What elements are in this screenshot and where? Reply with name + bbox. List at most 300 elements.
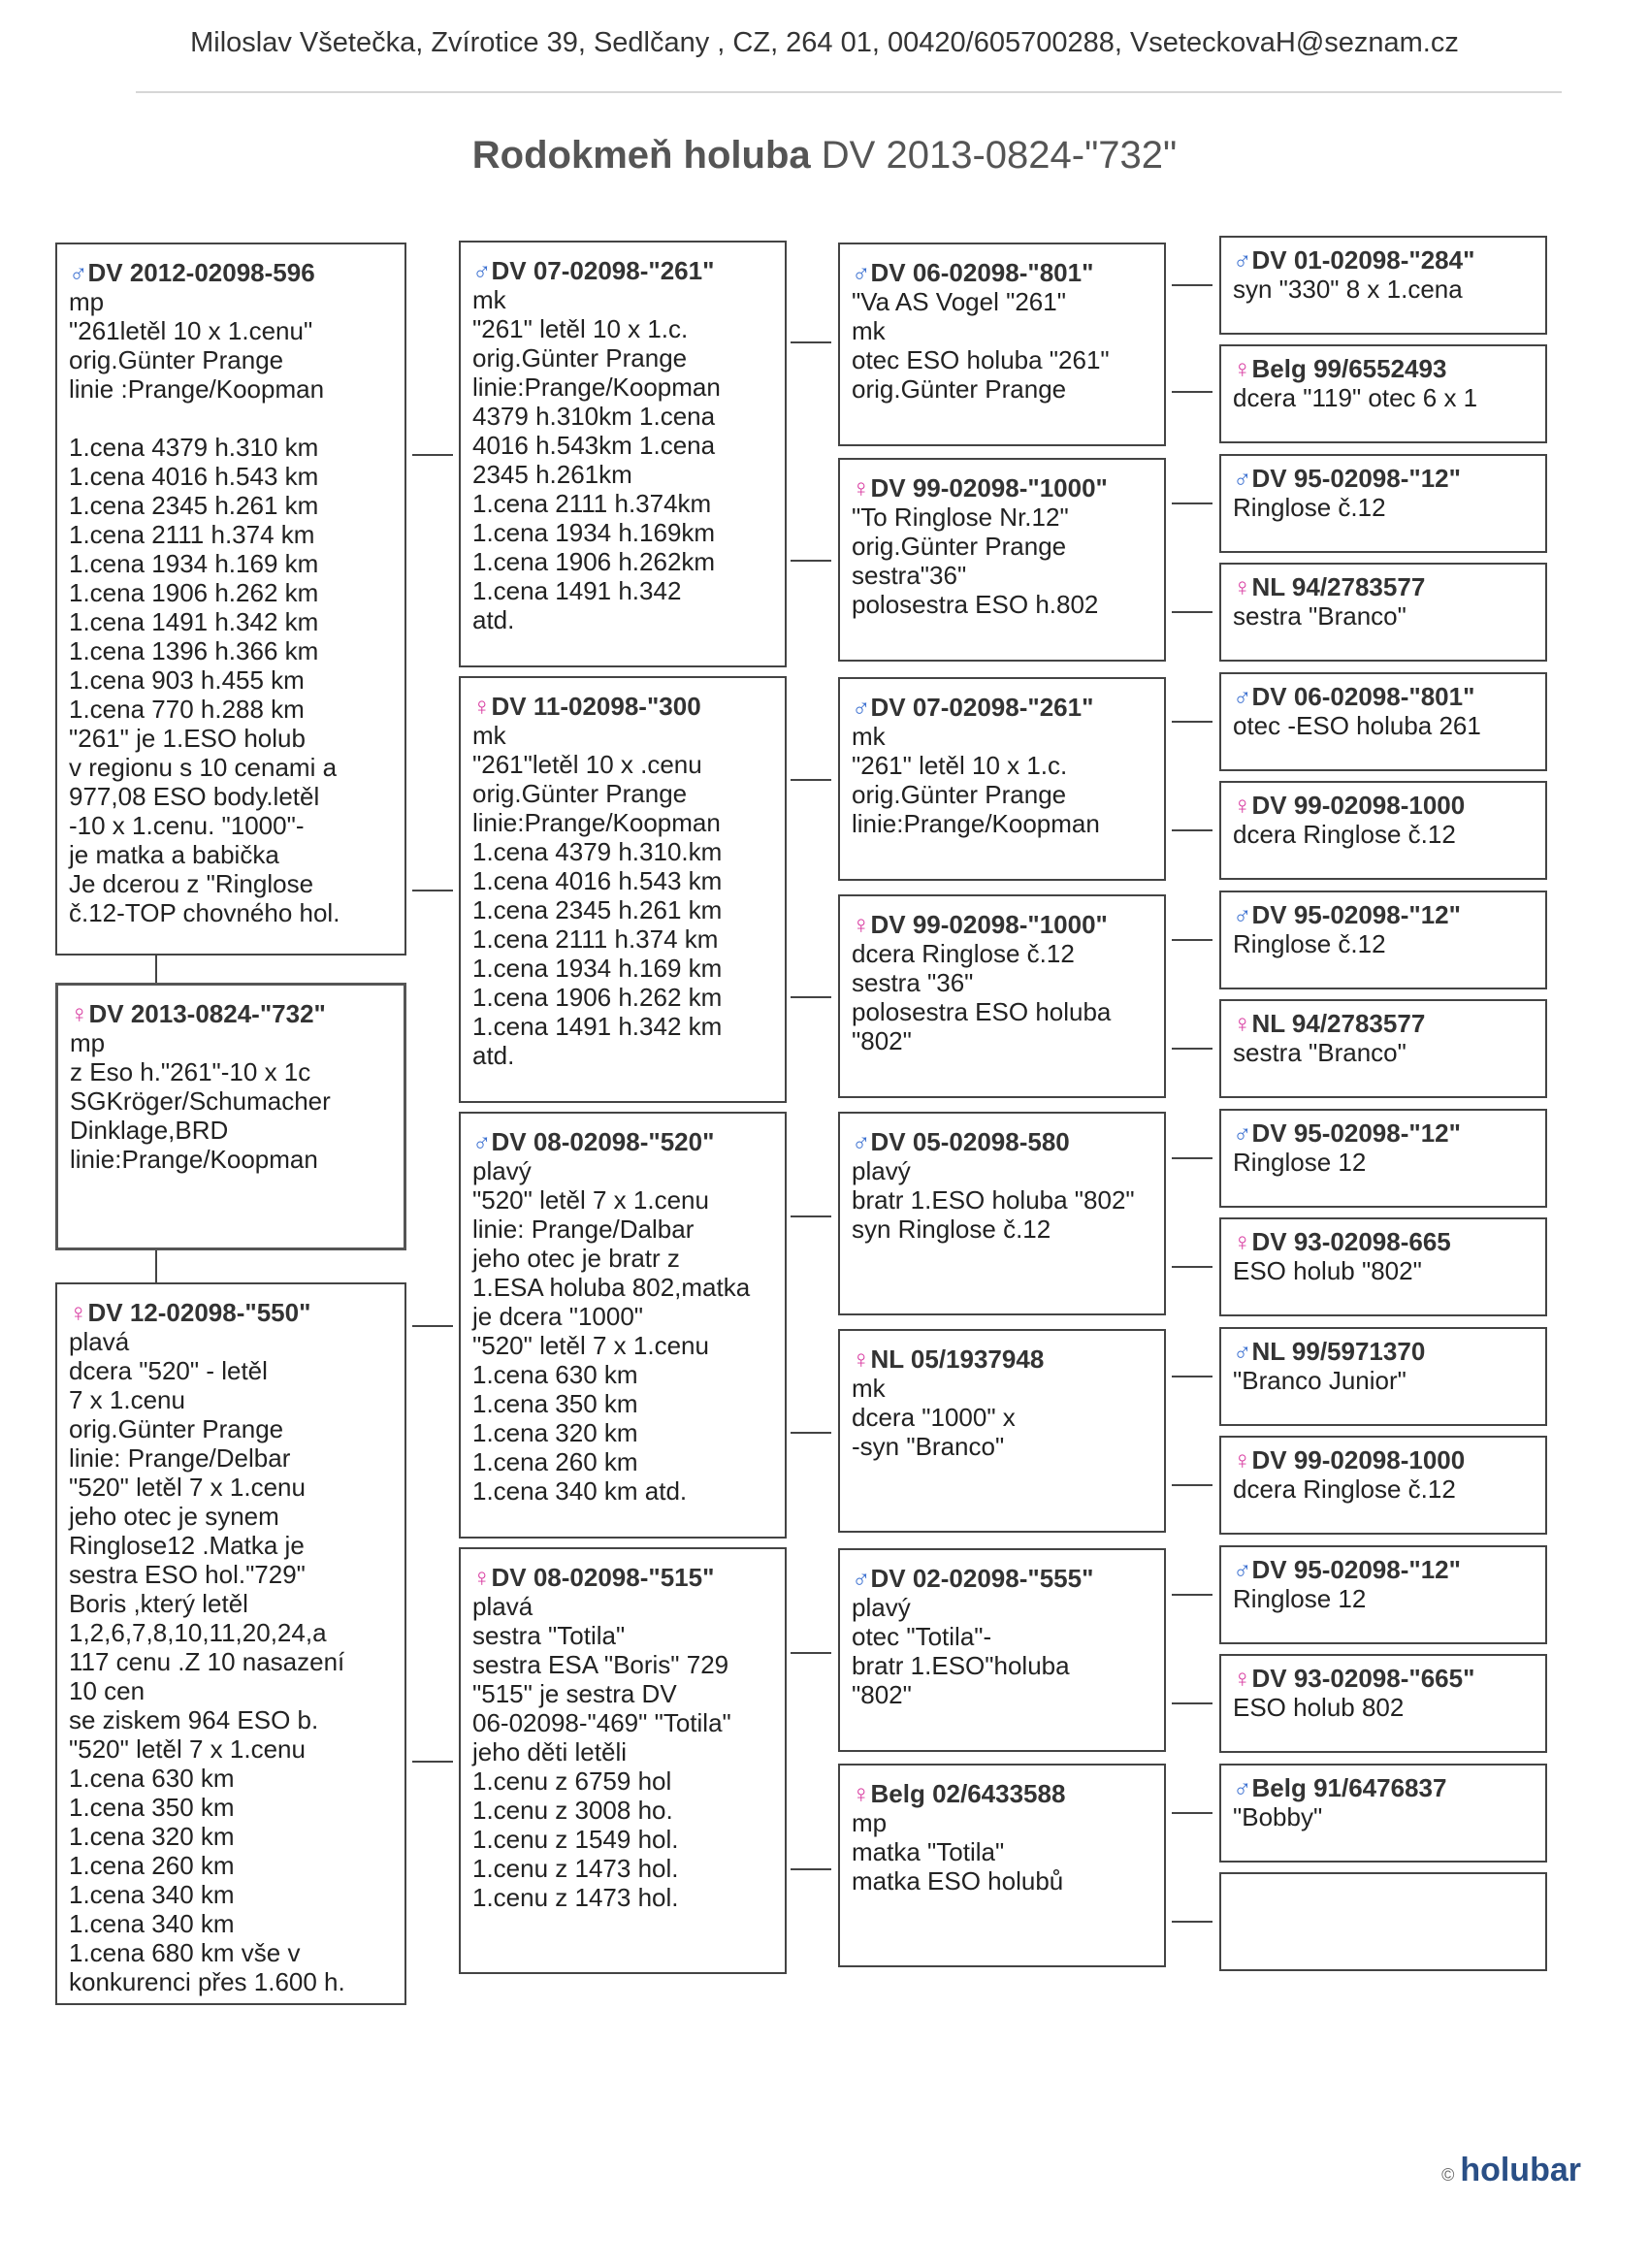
female-symbol-icon: ♀ bbox=[1233, 1445, 1252, 1474]
pigeon-info-line: -syn "Branco" bbox=[852, 1432, 1005, 1461]
male-symbol-icon: ♂ bbox=[852, 258, 871, 287]
pigeon-info-line: 10 cen bbox=[69, 1676, 146, 1705]
header-divider bbox=[136, 91, 1562, 93]
pigeon-ring-number bbox=[70, 999, 392, 1028]
pigeon-info-line: konkurenci přes 1.600 h. bbox=[69, 1967, 345, 1996]
pigeon-info-line: matka "Totila" bbox=[852, 1837, 1005, 1866]
connector-line bbox=[1172, 391, 1212, 393]
pigeon-info-line: "261"letěl 10 x .cenu bbox=[472, 750, 702, 779]
pigeon-info-line: "520" letěl 7 x 1.cenu bbox=[472, 1185, 709, 1215]
great-grandparent-card bbox=[838, 1548, 1166, 1752]
pigeon-info-line: 1.cenu z 3008 ho. bbox=[472, 1796, 673, 1825]
ring-text: DV 99-02098-1000 bbox=[1251, 791, 1466, 820]
pigeon-info-line: atd. bbox=[472, 605, 515, 634]
pigeon-info-line: 1.cena 1906 h.262 km bbox=[69, 578, 319, 607]
pigeon-info-line: orig.Günter Prange bbox=[69, 345, 284, 374]
ring-text: DV 08-02098-"520" bbox=[491, 1127, 715, 1156]
pigeon-info-line: Ringlose 12 bbox=[1233, 1584, 1367, 1613]
pigeon-info-line: plavý bbox=[852, 1593, 911, 1622]
pigeon-ring-number bbox=[472, 692, 773, 721]
pigeon-info-line: jeho děti letěli bbox=[472, 1737, 627, 1766]
pigeon-info-line: 1.cena 340 km bbox=[69, 1880, 235, 1909]
pigeon-info-line: "261" letěl 10 x 1.c. bbox=[472, 314, 689, 343]
ring-text: Belg 02/6433588 bbox=[870, 1779, 1066, 1808]
pigeon-info-line: orig.Günter Prange bbox=[852, 532, 1067, 561]
pigeon-ring-number bbox=[852, 258, 1152, 287]
pigeon-ring-number bbox=[852, 473, 1152, 502]
pigeon-info-line: "Bobby" bbox=[1233, 1802, 1323, 1831]
great-grandparent-card bbox=[838, 894, 1166, 1098]
ring-text: DV 99-02098-1000 bbox=[1251, 1445, 1466, 1474]
connector-line bbox=[412, 890, 453, 891]
pigeon-info-line: linie: Prange/Delbar bbox=[69, 1443, 291, 1473]
pigeon-info-line: "802" bbox=[852, 1026, 912, 1055]
pigeon-info-line: 1.cena 903 h.455 km bbox=[69, 665, 305, 695]
title-label: Rodokmeň holuba bbox=[471, 134, 811, 177]
pigeon-info-line: "261" je 1.ESO holub bbox=[69, 724, 306, 753]
pigeon-ring-number bbox=[1233, 1555, 1536, 1584]
pigeon-info-line: mk bbox=[472, 285, 506, 314]
empty-ancestor-card bbox=[1219, 1872, 1547, 1971]
pigeon-ring-number bbox=[852, 1345, 1152, 1374]
pigeon-info-line: mp bbox=[69, 287, 105, 316]
pigeon-info-line: 1.cena 260 km bbox=[69, 1851, 235, 1880]
ancestor-card bbox=[1219, 1327, 1547, 1426]
male-symbol-icon: ♂ bbox=[852, 1564, 871, 1593]
pigeon-info-line: plavá bbox=[69, 1327, 130, 1356]
ancestor-card bbox=[1219, 891, 1547, 989]
female-symbol-icon: ♀ bbox=[1233, 1227, 1252, 1256]
connector-line bbox=[1172, 721, 1212, 723]
ring-text: DV 06-02098-"801" bbox=[1251, 682, 1475, 711]
connector-line bbox=[412, 1761, 453, 1763]
male-symbol-icon: ♂ bbox=[852, 693, 871, 722]
pigeon-info-line: syn Ringlose č.12 bbox=[852, 1215, 1051, 1244]
ancestor-card bbox=[1219, 1545, 1547, 1644]
pigeon-info-line: 1.cena 2111 h.374 km bbox=[69, 520, 315, 549]
pigeon-info-line: 1.cena 320 km bbox=[69, 1822, 235, 1851]
pigeon-info-line: linie:Prange/Koopman bbox=[472, 808, 721, 837]
pigeon-info-line: atd. bbox=[472, 1041, 515, 1070]
pigeon-ring-number bbox=[69, 1298, 393, 1327]
pigeon-info-line: "261" letěl 10 x 1.c. bbox=[852, 751, 1068, 780]
connector-line bbox=[412, 1325, 453, 1327]
ancestor-card bbox=[1219, 781, 1547, 880]
ring-text: Belg 91/6476837 bbox=[1251, 1773, 1447, 1802]
female-symbol-icon: ♀ bbox=[1233, 354, 1252, 383]
pigeon-info-line: Je dcerou z "Ringlose bbox=[69, 869, 314, 898]
ring-text: DV 11-02098-"300 bbox=[491, 692, 701, 721]
ring-text: DV 12-02098-"550" bbox=[87, 1298, 311, 1327]
connector-line bbox=[1172, 611, 1212, 613]
pigeon-ring-number bbox=[852, 1127, 1152, 1156]
pigeon-info-line: polosestra ESO h.802 bbox=[852, 590, 1099, 619]
male-symbol-icon: ♂ bbox=[472, 1127, 492, 1156]
female-symbol-icon: ♀ bbox=[69, 1298, 88, 1327]
pigeon-info-line: 1.cenu z 1549 hol. bbox=[472, 1825, 679, 1854]
ancestor-card bbox=[1219, 1109, 1547, 1208]
male-symbol-icon: ♂ bbox=[1233, 900, 1252, 929]
pigeon-info-line: 1.cena 2111 h.374km bbox=[472, 489, 712, 518]
female-symbol-icon: ♀ bbox=[852, 1345, 871, 1374]
ring-text: DV 02-02098-"555" bbox=[870, 1564, 1094, 1593]
pigeon-info-line: mk bbox=[852, 316, 886, 345]
grandparent-card bbox=[459, 1112, 787, 1539]
ring-text: DV 06-02098-"801" bbox=[870, 258, 1094, 287]
connector-line bbox=[791, 996, 831, 998]
great-grandparent-card bbox=[838, 243, 1166, 446]
connector-line bbox=[791, 560, 831, 562]
holubar-logo bbox=[1441, 2152, 1581, 2189]
pigeon-info-line: mk bbox=[852, 1374, 886, 1403]
female-symbol-icon: ♀ bbox=[472, 1563, 492, 1592]
pigeon-info-line: matka ESO holubů bbox=[852, 1866, 1064, 1895]
ring-text: DV 08-02098-"515" bbox=[491, 1563, 715, 1592]
connector-line bbox=[1172, 1484, 1212, 1486]
male-symbol-icon: ♂ bbox=[1233, 245, 1252, 275]
pigeon-info-line: mp bbox=[70, 1028, 106, 1057]
great-grandparent-card bbox=[838, 1329, 1166, 1533]
page-title bbox=[0, 134, 1649, 178]
ring-text: DV 95-02098-"12" bbox=[1251, 464, 1461, 493]
ring-text: DV 05-02098-580 bbox=[870, 1127, 1070, 1156]
pigeon-info-line: 1.cena 630 km bbox=[69, 1764, 235, 1793]
pigeon-info-line: "802" bbox=[852, 1680, 912, 1709]
female-symbol-icon: ♀ bbox=[852, 910, 871, 939]
pigeon-info-line: linie :Prange/Koopman bbox=[69, 374, 325, 404]
pigeon-info-line: sestra ESA "Boris" 729 bbox=[472, 1650, 729, 1679]
mother-card bbox=[55, 1282, 406, 2005]
male-symbol-icon: ♂ bbox=[1233, 682, 1252, 711]
pigeon-info-line: "520" letěl 7 x 1.cenu bbox=[69, 1473, 306, 1502]
female-symbol-icon: ♀ bbox=[852, 1779, 871, 1808]
pigeon-ring-number bbox=[1233, 245, 1536, 275]
pigeon-info-line: 1.cena 1491 h.342 km bbox=[472, 1012, 723, 1041]
connector-line bbox=[791, 1652, 831, 1654]
female-symbol-icon: ♀ bbox=[1233, 1009, 1252, 1038]
connector-line bbox=[1172, 1376, 1212, 1377]
ancestor-card bbox=[1219, 999, 1547, 1098]
pigeon-ring-number bbox=[1233, 1009, 1536, 1038]
ring-text: DV 99-02098-"1000" bbox=[870, 910, 1108, 939]
male-symbol-icon: ♂ bbox=[1233, 1555, 1252, 1584]
pigeon-info-line: 1,2,6,7,8,10,11,20,24,a bbox=[69, 1618, 327, 1647]
pigeon-info-line: orig.Günter Prange bbox=[472, 779, 688, 808]
grandparent-card bbox=[459, 676, 787, 1103]
pigeon-ring-number bbox=[852, 1564, 1152, 1593]
owner-contact-line: Miloslav Všetečka, Zvírotice 39, Sedlčany , CZ, 264 01, 00420/605700288, VseteckovaH@seznam.cz bbox=[190, 27, 1459, 58]
pigeon-ring-number bbox=[1233, 682, 1536, 711]
ancestor-card bbox=[1219, 1436, 1547, 1535]
pigeon-ring-number bbox=[1233, 354, 1536, 383]
connector-line bbox=[1172, 1157, 1212, 1159]
ring-text: NL 99/5971370 bbox=[1251, 1337, 1426, 1366]
ring-text: NL 94/2783577 bbox=[1251, 572, 1426, 601]
pigeon-info-line: orig.Günter Prange bbox=[852, 374, 1067, 404]
ring-text: NL 94/2783577 bbox=[1251, 1009, 1426, 1038]
pigeon-ring-number bbox=[1233, 464, 1536, 493]
pigeon-info-line: ESO holub "802" bbox=[1233, 1256, 1422, 1285]
pigeon-info-line: Ringlose 12 bbox=[1233, 1148, 1367, 1177]
ring-text: DV 95-02098-"12" bbox=[1251, 1118, 1461, 1148]
pigeon-info-line: Ringlose12 .Matka je bbox=[69, 1531, 305, 1560]
connector-line bbox=[1172, 1812, 1212, 1814]
pigeon-info-line: 1.cena 4016 h.543 km bbox=[69, 462, 319, 491]
ancestor-card bbox=[1219, 344, 1547, 443]
connector-line bbox=[791, 1432, 831, 1434]
pigeon-info-line: linie: Prange/Dalbar bbox=[472, 1215, 695, 1244]
female-symbol-icon: ♀ bbox=[1233, 572, 1252, 601]
great-grandparent-card bbox=[838, 1764, 1166, 1967]
pigeon-info-line: "520" letěl 7 x 1.cenu bbox=[472, 1331, 709, 1360]
pigeon-info-line: linie:Prange/Koopman bbox=[852, 809, 1100, 838]
pigeon-info-line: dcera Ringlose č.12 bbox=[1233, 1474, 1456, 1504]
pigeon-info-line: 1.cena 2111 h.374 km bbox=[472, 924, 719, 954]
pigeon-info-line: sestra "Branco" bbox=[1233, 601, 1406, 631]
pigeon-info-line: se ziskem 964 ESO b. bbox=[69, 1705, 319, 1734]
pigeon-info-line: 1.cena 630 km bbox=[472, 1360, 638, 1389]
female-symbol-icon: ♀ bbox=[852, 473, 871, 502]
copyright-symbol: © bbox=[1441, 2165, 1455, 2185]
pigeon-ring-number bbox=[1233, 572, 1536, 601]
pigeon-info-line: mp bbox=[852, 1808, 888, 1837]
connector-line bbox=[791, 1868, 831, 1870]
connector-line bbox=[1172, 1266, 1212, 1268]
connector-line bbox=[1172, 939, 1212, 941]
connector-line bbox=[155, 956, 157, 983]
pigeon-info-line: 1.cena 2345 h.261 km bbox=[472, 895, 723, 924]
pigeon-info-line: linie:Prange/Koopman bbox=[472, 373, 721, 402]
holubar-brand: holubar bbox=[1460, 2152, 1581, 2188]
ancestor-card bbox=[1219, 1654, 1547, 1753]
pigeon-info-line: SGKröger/Schumacher bbox=[70, 1086, 331, 1116]
pigeon-info-line: 1.cena 320 km bbox=[472, 1418, 638, 1447]
pigeon-ring-number bbox=[852, 1779, 1152, 1808]
connector-line bbox=[412, 454, 453, 456]
ancestor-card bbox=[1219, 563, 1547, 662]
pigeon-ring-number bbox=[472, 256, 773, 285]
pigeon-info-line: plavá bbox=[472, 1592, 534, 1621]
ring-text: DV 99-02098-"1000" bbox=[870, 473, 1108, 502]
pigeon-info-line: 1.cena 1491 h.342 km bbox=[69, 607, 319, 636]
pigeon-info-line: bratr 1.ESO"holuba bbox=[852, 1651, 1070, 1680]
pigeon-info-line: -10 x 1.cenu. "1000"- bbox=[69, 811, 305, 840]
ring-text: DV 2013-0824-"732" bbox=[88, 999, 326, 1028]
great-grandparent-card bbox=[838, 1112, 1166, 1315]
ring-text: DV 93-02098-"665" bbox=[1251, 1664, 1475, 1693]
pigeon-info-line: "515" je sestra DV bbox=[472, 1679, 677, 1708]
male-symbol-icon: ♂ bbox=[1233, 1118, 1252, 1148]
pigeon-ring-number bbox=[1233, 791, 1536, 820]
pigeon-info-line: linie:Prange/Koopman bbox=[70, 1145, 318, 1174]
pigeon-info-line: 1.cena 1934 h.169km bbox=[472, 518, 716, 547]
pigeon-info-line: 977,08 ESO body.letěl bbox=[69, 782, 320, 811]
pigeon-info-line: "Va AS Vogel "261" bbox=[852, 287, 1066, 316]
connector-line bbox=[1172, 1048, 1212, 1050]
pigeon-info-line: Ringlose č.12 bbox=[1233, 929, 1386, 958]
pigeon-info-line: 06-02098-"469" "Totila" bbox=[472, 1708, 731, 1737]
pigeon-info-line: "Branco Junior" bbox=[1233, 1366, 1406, 1395]
pigeon-info-line: 1.cenu z 6759 hol bbox=[472, 1766, 672, 1796]
pigeon-info-line: 1.cena 4379 h.310 km bbox=[69, 433, 319, 462]
male-symbol-icon: ♂ bbox=[1233, 464, 1252, 493]
pigeon-ring-number bbox=[852, 910, 1152, 939]
pigeon-info-line: mk bbox=[472, 721, 506, 750]
pigeon-info-line: 1.cena 350 km bbox=[472, 1389, 638, 1418]
pigeon-ring-number bbox=[1233, 1773, 1536, 1802]
connector-line bbox=[1172, 284, 1212, 286]
pigeon-info-line: bratr 1.ESO holuba "802" bbox=[852, 1185, 1135, 1215]
pigeon-info-line: dcera Ringlose č.12 bbox=[852, 939, 1075, 968]
father-card bbox=[55, 243, 406, 956]
connector-line bbox=[1172, 502, 1212, 504]
grandparent-card bbox=[459, 1547, 787, 1974]
pigeon-info-line: 1.cena 340 km atd. bbox=[472, 1476, 688, 1506]
pigeon-info-line: 1.cena 1396 h.366 km bbox=[69, 636, 319, 665]
pigeon-info-line: 1.ESA holuba 802,matka bbox=[472, 1273, 751, 1302]
pigeon-ring-number bbox=[1233, 1118, 1536, 1148]
pigeon-info-line: "261letěl 10 x 1.cenu" bbox=[69, 316, 313, 345]
pigeon-info-line: dcera "520" - letěl bbox=[69, 1356, 268, 1385]
pigeon-info-line: 1.cena 770 h.288 km bbox=[69, 695, 305, 724]
pigeon-info-line: orig.Günter Prange bbox=[472, 343, 688, 373]
pigeon-info-line: je dcera "1000" bbox=[472, 1302, 644, 1331]
female-symbol-icon: ♀ bbox=[70, 999, 89, 1028]
pigeon-info-line: sestra "Totila" bbox=[472, 1621, 626, 1650]
pigeon-info-line: "To Ringlose Nr.12" bbox=[852, 502, 1069, 532]
pigeon-info-line: Dinklage,BRD bbox=[70, 1116, 229, 1145]
pigeon-info-line: sestra "36" bbox=[852, 968, 974, 997]
ring-text: DV 2012-02098-596 bbox=[87, 258, 315, 287]
pigeon-info-line: plavý bbox=[472, 1156, 532, 1185]
pigeon-info-line: 7 x 1.cenu bbox=[69, 1385, 185, 1414]
pigeon-info-line: č.12-TOP chovného hol. bbox=[69, 898, 340, 927]
connector-line bbox=[791, 1215, 831, 1217]
pigeon-ring-number bbox=[1233, 1227, 1536, 1256]
great-grandparent-card bbox=[838, 458, 1166, 662]
pigeon-info-line: sestra ESO hol."729" bbox=[69, 1560, 306, 1589]
connector-line bbox=[1172, 1594, 1212, 1596]
ancestor-card bbox=[1219, 1217, 1547, 1316]
pigeon-info-line: 1.cena 340 km bbox=[69, 1909, 235, 1938]
pigeon-info-line: 1.cena 4016 h.543 km bbox=[472, 866, 723, 895]
ancestor-card bbox=[1219, 454, 1547, 553]
pigeon-ring-number bbox=[1233, 900, 1536, 929]
pigeon-info-line: je matka a babička bbox=[69, 840, 279, 869]
ring-text: DV 01-02098-"284" bbox=[1251, 245, 1475, 275]
ancestor-card bbox=[1219, 236, 1547, 335]
pigeon-info-line: 1.cenu z 1473 hol. bbox=[472, 1854, 679, 1883]
ring-text: DV 93-02098-665 bbox=[1251, 1227, 1451, 1256]
pigeon-info-line: syn "330" 8 x 1.cena bbox=[1233, 275, 1463, 304]
ring-text: NL 05/1937948 bbox=[870, 1345, 1045, 1374]
pigeon-ring-number bbox=[472, 1563, 773, 1592]
female-symbol-icon: ♀ bbox=[1233, 791, 1252, 820]
pigeon-info-line: orig.Günter Prange bbox=[852, 780, 1067, 809]
pigeon-info-line: dcera "119" otec 6 x 1 bbox=[1233, 383, 1478, 412]
pigeon-ring-number bbox=[69, 258, 393, 287]
pigeon-info-line: 117 cenu .Z 10 nasazení bbox=[69, 1647, 345, 1676]
pigeon-info-line: 1.cena 4379 h.310.km bbox=[472, 837, 723, 866]
pigeon-info-line: 1.cena 260 km bbox=[472, 1447, 638, 1476]
pigeon-info-line: 2345 h.261km bbox=[472, 460, 632, 489]
ancestor-card bbox=[1219, 672, 1547, 771]
pigeon-ring-number bbox=[1233, 1445, 1536, 1474]
pigeon-ring-number bbox=[1233, 1337, 1536, 1366]
male-symbol-icon: ♂ bbox=[1233, 1773, 1252, 1802]
great-grandparent-card bbox=[838, 677, 1166, 881]
pigeon-info-line: orig.Günter Prange bbox=[69, 1414, 284, 1443]
pigeon-info-line: 1.cena 350 km bbox=[69, 1793, 235, 1822]
ring-text: DV 95-02098-"12" bbox=[1251, 900, 1461, 929]
pigeon-info-line: sestra "Branco" bbox=[1233, 1038, 1406, 1067]
connector-line bbox=[1172, 829, 1212, 831]
male-symbol-icon: ♂ bbox=[1233, 1337, 1252, 1366]
pigeon-info-line: plavý bbox=[852, 1156, 911, 1185]
pigeon-info-line: 4379 h.310km 1.cena bbox=[472, 402, 716, 431]
female-symbol-icon: ♀ bbox=[1233, 1664, 1252, 1693]
pigeon-info-line: otec -ESO holuba 261 bbox=[1233, 711, 1481, 740]
pigeon-info-line: Ringlose č.12 bbox=[1233, 493, 1386, 522]
pigeon-info-line: otec ESO holuba "261" bbox=[852, 345, 1110, 374]
pigeon-info-line: 1.cena 1491 h.342 bbox=[472, 576, 682, 605]
pigeon-info-line: v regionu s 10 cenami a bbox=[69, 753, 338, 782]
connector-line bbox=[1172, 1921, 1212, 1923]
ring-text: DV 07-02098-"261" bbox=[870, 693, 1094, 722]
connector-line bbox=[1172, 1702, 1212, 1704]
male-symbol-icon: ♂ bbox=[472, 256, 492, 285]
pigeon-ring-number bbox=[852, 693, 1152, 722]
male-symbol-icon: ♂ bbox=[69, 258, 88, 287]
pigeon-info-line: 1.cena 1934 h.169 km bbox=[69, 549, 319, 578]
pigeon-info-line: 1.cenu z 1473 hol. bbox=[472, 1883, 679, 1912]
pigeon-info-line: dcera Ringlose č.12 bbox=[1233, 820, 1456, 849]
pigeon-info-line: otec "Totila"- bbox=[852, 1622, 992, 1651]
pigeon-info-line: polosestra ESO holuba bbox=[852, 997, 1112, 1026]
pigeon-info-line: sestra"36" bbox=[852, 561, 967, 590]
pigeon-info-line: 1.cena 1906 h.262 km bbox=[472, 983, 723, 1012]
grandparent-card bbox=[459, 241, 787, 667]
ancestor-card bbox=[1219, 1764, 1547, 1863]
pigeon-info-line: jeho otec je bratr z bbox=[472, 1244, 680, 1273]
pigeon-info-line: 1.cena 2345 h.261 km bbox=[69, 491, 319, 520]
pigeon-info-line: 4016 h.543km 1.cena bbox=[472, 431, 716, 460]
pigeon-ring-number bbox=[1233, 1664, 1536, 1693]
subject-pigeon-card bbox=[55, 983, 406, 1250]
pigeon-ring-number bbox=[472, 1127, 773, 1156]
pigeon-info-line: "520" letěl 7 x 1.cenu bbox=[69, 1734, 306, 1764]
female-symbol-icon: ♀ bbox=[472, 692, 492, 721]
pigeon-info-line: Boris ,který letěl bbox=[69, 1589, 248, 1618]
pigeon-info-line: z Eso h."261"-10 x 1c bbox=[70, 1057, 311, 1086]
male-symbol-icon: ♂ bbox=[852, 1127, 871, 1156]
title-ring: DV 2013-0824-"732" bbox=[821, 134, 1178, 177]
ring-text: DV 07-02098-"261" bbox=[491, 256, 715, 285]
pigeon-info-line: jeho otec je synem bbox=[69, 1502, 279, 1531]
connector-line bbox=[791, 779, 831, 781]
ring-text: Belg 99/6552493 bbox=[1251, 354, 1447, 383]
pigeon-info-line bbox=[69, 404, 393, 433]
ring-text: DV 95-02098-"12" bbox=[1251, 1555, 1461, 1584]
connector-line bbox=[155, 1250, 157, 1282]
pigeon-info-line: 1.cena 680 km vše v bbox=[69, 1938, 301, 1967]
pigeon-info-line: dcera "1000" x bbox=[852, 1403, 1016, 1432]
pigeon-info-line: 1.cena 1906 h.262km bbox=[472, 547, 716, 576]
pigeon-info-line: mk bbox=[852, 722, 886, 751]
connector-line bbox=[791, 341, 831, 343]
pigeon-info-line: 1.cena 1934 h.169 km bbox=[472, 954, 723, 983]
pigeon-info-line: ESO holub 802 bbox=[1233, 1693, 1405, 1722]
